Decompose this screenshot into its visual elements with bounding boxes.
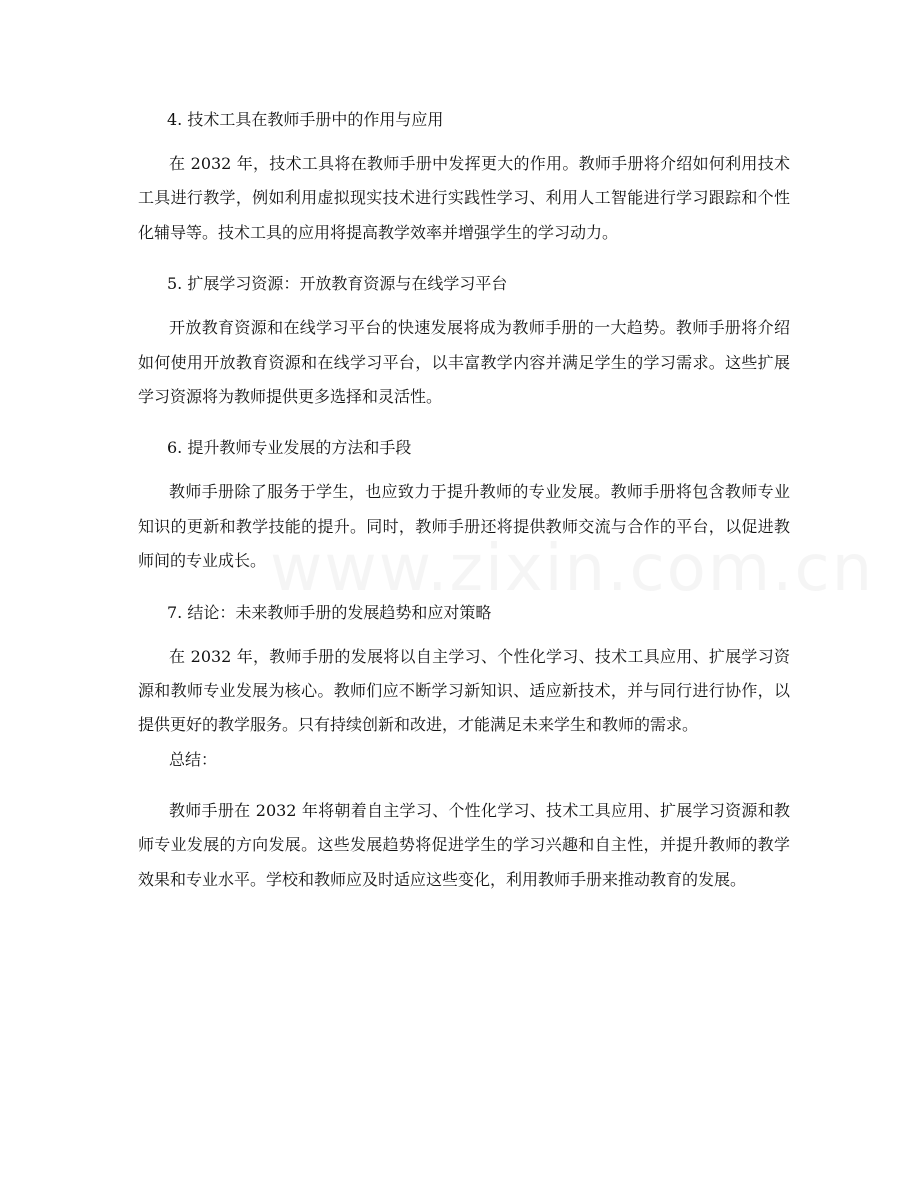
section-5-heading: 5. 扩展学习资源：开放教育资源与在线学习平台 xyxy=(167,274,508,294)
section-6-heading: 6. 提升教师专业发展的方法和手段 xyxy=(167,438,412,458)
section-7-heading: 7. 结论：未来教师手册的发展趋势和应对策略 xyxy=(167,602,492,622)
watermark: www.zixin.com.cn xyxy=(270,532,875,606)
section-4-paragraph: 在 2032 年，技术工具将在教师手册中发挥更大的作用。教师手册将介绍如何利用技术工具进行教学，例如利用虚拟现实技术进行实践性学习、利用人工智能进行学习跟踪和个性化辅导等。技术工具的应用将提高教学效率并增强学生的学习动力。 xyxy=(138,154,790,242)
summary-title: 总结： xyxy=(169,749,218,769)
section-7-paragraph: 在 2032 年，教师手册的发展将以自主学习、个性化学习、技术工具应用、扩展学习资源和教师专业发展为核心。教师们应不断学习新知识、适应新技术，并与同行进行协作，以提供更好的教学服务。只有持续创新和改进，才能满足未来学生和教师的需求。 xyxy=(138,646,790,735)
section-4-heading: 4. 技术工具在教师手册中的作用与应用 xyxy=(167,110,444,129)
document-body xyxy=(138,103,875,897)
section-6-paragraph: 教师手册除了服务于学生，也应致力于提升教师的专业发展。教师手册将包含教师专业知识的更新和教学技能的提升。同时，教师手册还将提供教师交流与合作的平台，以促进教师间的专业成长。 xyxy=(138,482,790,571)
section-5-paragraph: 开放教育资源和在线学习平台的快速发展将成为教师手册的一大趋势。教师手册将介绍如何使用开放教育资源和在线学习平台，以丰富教学内容并满足学生的学习需求。这些扩展学习资源将为教师提供更多选择和灵活性。 xyxy=(138,318,790,407)
summary-paragraph: 教师手册在 2032 年将朝着自主学习、个性化学习、技术工具应用、扩展学习资源和教师专业发展的方向发展。这些发展趋势将促进学生的学习兴趣和自主性，并提升教师的教学效果和专业水平。学校和教师应及时适应这些变化，利用教师手册来推动教育的发展。 xyxy=(138,800,790,889)
